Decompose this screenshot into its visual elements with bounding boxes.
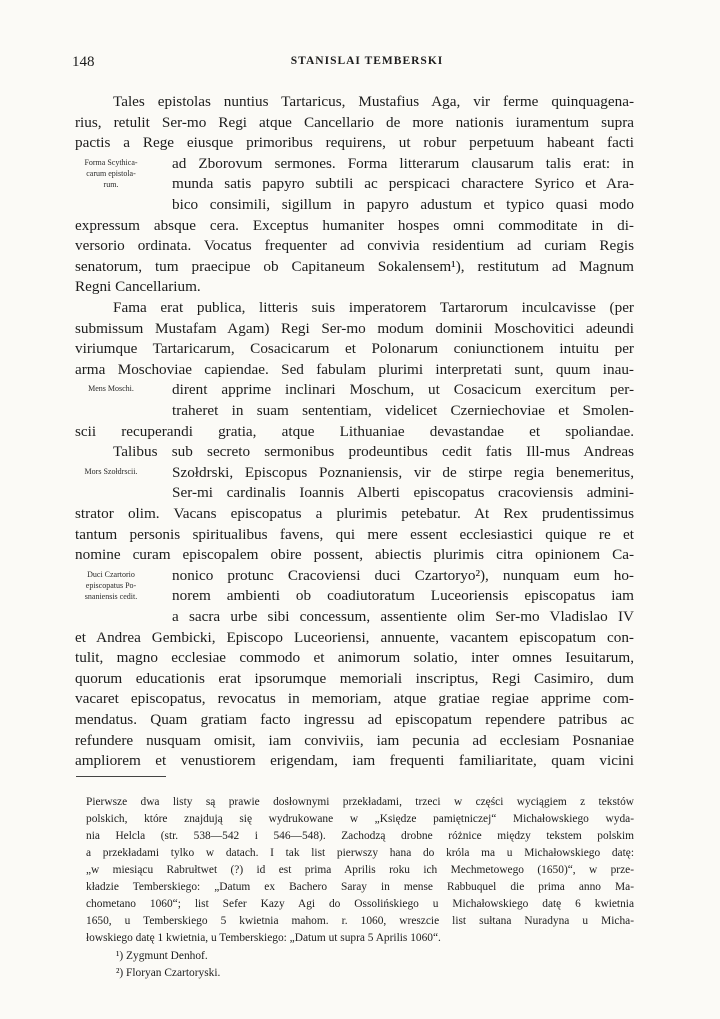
margin-note-text: Mens Moschi. xyxy=(88,384,134,394)
footnote-ref-2: ²) Floryan Czartoryski. xyxy=(116,967,221,979)
text-line: refundere nusquam omisit, iam conviviis, iam pecunia ad ecclesiam Posnaniae xyxy=(75,731,634,749)
footnote-ref-1: ¹) Zygmunt Denhof. xyxy=(116,950,208,962)
text-line: Ser-mi cardinalis Ioannis Alberti episcopatus cracoviensis admini- xyxy=(172,484,634,502)
text-line: a sacra urbe sibi concessum, assentiente olim Ser-mo Vladislao IV xyxy=(172,608,634,625)
text-line: scii recuperandi gratia, atque Lithuaniae devastandae et spoliandae. xyxy=(75,422,634,440)
text-line: Fama erat publica, litteris suis imperatorem Tartarorum inculcavisse (per xyxy=(113,299,634,316)
text-line: arma Moschoviae capiendae. Sed fabulam plurimi interpretati sunt, quum inau- xyxy=(75,360,634,378)
text-line: dirent apprime inclinari Moschum, ut Cosacicum exercitum per- xyxy=(172,381,634,399)
text-line: ad Zborovum sermones. Forma litterarum clausarum talis erat: in xyxy=(172,154,634,172)
text-line: norem ambienti ob coadiutoratum Luceoriensis episcopatus iam xyxy=(172,587,634,605)
text-line: expressum absque cera. Exceptus humaniter hospes omni commoditate in di- xyxy=(75,216,634,234)
margin-note-text: Forma Scythica- carum epistola- rum. xyxy=(84,157,138,189)
footnote-line: Pierwsze dwa listy są prawie dosłownymi przekładami, trzeci w części wyciągiem z tekstów xyxy=(86,796,634,808)
text-line: nonico protunc Cracoviensi duci Czartoryo²), nunquam eum ho- xyxy=(172,566,634,584)
text-line: versorio ordinata. Vocatus frequenter ad convivia residentium ad curiam Regis xyxy=(75,237,634,255)
text-line: Regni Cancellarium. xyxy=(75,278,201,296)
footnote-line: 1650, u Temberskiego 5 kwietnia mahom. r. 1060, wreszcie list sułtana Nuradyna u Micha- xyxy=(86,915,634,927)
page-number: 148 xyxy=(72,54,95,70)
footnote-line: chometano 1060“; list Sefer Kazy Agi do Ossolińskiego u Michałowskiego datę 6 kwietnia xyxy=(86,898,634,910)
page-header xyxy=(72,54,662,74)
text-line: Szołdrski, Episcopus Poznaniensis, vir de stirpe regia benemeritus, xyxy=(172,463,634,481)
text-line: senatorum, tum praecipue ob Capitaneum Sokalensem¹), restitutum ad Magnum xyxy=(75,257,634,275)
text-line: tantum personis spiritualibus favens, qui mere essent ecclesiastici quique re et xyxy=(75,525,634,543)
footnote-line: kładzie Temberskiego: „Datum ex Bachero Saray in mense Rabbuquel die prima anno Ma- xyxy=(86,881,634,893)
text-line: strator olim. Vacans episcopatus a plurimis petebatur. At Rex prudentissimus xyxy=(75,505,634,522)
text-line: viriumque Tartaricarum, Cosacicarum et Polonarum coniunctionem intuitu per xyxy=(75,340,634,358)
margin-note xyxy=(72,383,150,394)
text-line: Talibus sub secreto sermonibus prodeuntibus cedit fatis Ill-mus Andreas xyxy=(113,443,634,461)
margin-note-text: Mors Szołdrscii. xyxy=(84,466,138,476)
text-line: bico consimili, sigillum in papyro adustum et typico quasi modo xyxy=(172,196,634,213)
text-line: nomine curam episcopalem obire possent, abiectis plurimis citra opinionem Ca- xyxy=(75,546,634,564)
footnote-line: łowskiego datę 1 kwietnia, u Temberskiego: „Datum ut supra 5 Aprilis 1060“. xyxy=(86,932,441,944)
footnote-line: „w miesiącu Rabrułtwet (?) id est prima Aprilis roku ich Mechmetowego (1650)“, w prze- xyxy=(86,864,634,876)
margin-note-text: Duci Czartorio episcopatus Po- snaniensis cedit. xyxy=(84,569,138,601)
margin-note xyxy=(72,157,150,190)
text-line: tulit, magno ecclesiae commodo et animorum solatio, inter omnes Iesuitarum, xyxy=(75,649,634,667)
text-line: rius, retulit Ser-mo Regi atque Cancellario de more nationis iuramentum supra xyxy=(75,113,634,131)
text-line: pactis a Rege eiusque primoribus requirens, ut robur perpetuum habeant facti xyxy=(75,134,634,152)
margin-note xyxy=(72,569,150,602)
footnote-line: polskich, które znajdują się wydrukowane w „Księdze pamiętniczej“ Michałowskiego wyda- xyxy=(86,813,634,825)
text-line: Tales epistolas nuntius Tartaricus, Mustafius Aga, vir ferme quinquagena- xyxy=(113,93,634,110)
text-line: quorum educationis erat ipsorumque memoriali inscriptus, Regi Casimiro, dum xyxy=(75,669,634,687)
margin-note xyxy=(72,466,150,477)
footnote-line: nia Helcla (str. 538—542 i 546—548). Zachodzą drobne różnice między tekstem polskim xyxy=(86,830,634,842)
text-line: mendatus. Quam gratiam facto ingressu ad episcopatum rependere patribus ac xyxy=(75,711,634,728)
footnote-rule xyxy=(76,776,166,777)
footnote-line: a przekładami tylko w datach. I tak list pierwszy hana do króla ma u Michałowskiego datę: xyxy=(86,847,634,859)
text-line: submissum Mustafam Agam) Regi Ser-mo modum dominii Moschovitici adeundi xyxy=(75,319,634,337)
text-line: munda satis papyro subtili ac perspicaci charactere Syrico et Ara- xyxy=(172,175,634,193)
text-line: traheret in suam sententiam, videlicet Czerniechoviae et Smolen- xyxy=(172,402,634,419)
running-head: STANISLAI TEMBERSKI xyxy=(290,55,444,67)
text-line: et Andrea Gembicki, Episcopo Luceoriensi, annuente, vacantem episcopatum con- xyxy=(75,628,634,646)
text-line: ampliorem et venustiorem erigendam, iam frequenti familiaritate, quam vicini xyxy=(75,752,634,770)
text-line: vacaret episcopatus, revocatus in memoriam, atque gratiae regiae apprime com- xyxy=(75,690,634,708)
